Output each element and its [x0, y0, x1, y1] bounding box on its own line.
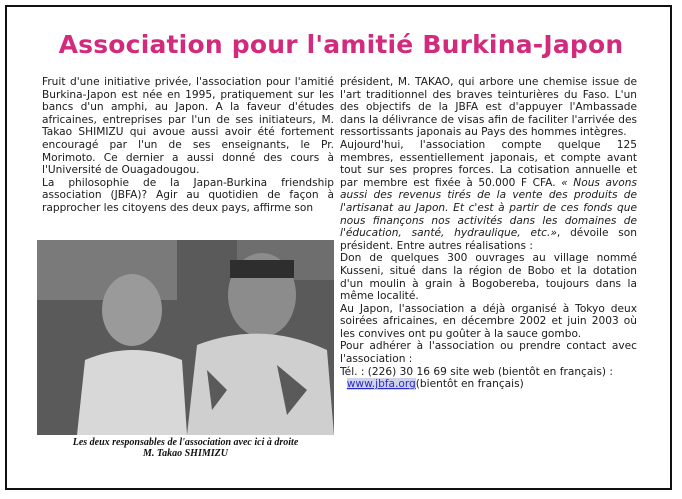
article-photo: [37, 240, 334, 435]
right-paragraph-2: [340, 139, 637, 252]
website-link[interactable]: www.jbfa.org: [346, 378, 416, 391]
right-column: [340, 76, 637, 391]
right-paragraph-1: président, M. TAKAO, qui arbore une chemise issue de l'art traditionnel des braves teinturières du Faso. L'un des objectifs de la JBFA est d'appuyer l'Ambassade dans la délivrance de visas afin de faciliter l'arrivée des ressortissants japonais au Pays des hommes intègres.: [340, 76, 637, 139]
left-column: [42, 76, 334, 215]
article-title: Association pour l'amitié Burkina-Japon: [58, 30, 624, 59]
photo-illustration: [37, 240, 334, 435]
photo-caption: [37, 437, 334, 459]
contact-website: [340, 378, 637, 391]
website-suffix: (bientôt en français): [415, 378, 524, 391]
caption-line-2: M. Takao SHIMIZU: [143, 448, 228, 459]
left-paragraph-2: La philosophie de la Japan-Burkina friendship association (JBFA)? Agir au quotidien de façon à rapprocher les citoyens des deux pays, affirme son: [42, 176, 334, 214]
president-quote: « Nous avons aussi des revenus tirés de la vente des produits de l'artisanat au Japon. Et c'est à partir de ces fonds que nous finançons nos activités dans les domaines de l'éducation, santé, hydraulique, etc.»: [340, 176, 638, 240]
right-paragraph-5: Pour adhérer à l'association ou prendre contact avec l'association :: [340, 340, 637, 366]
caption-line-1: Les deux responsables de l'association avec ici à droite: [72, 437, 299, 448]
contact-telephone: Tél. : (226) 30 16 69 site web (bientôt en français) :: [340, 365, 613, 378]
right-paragraph-2-start: Aujourd'hui, l'association compte quelque 125 membres, essentiellement japonais, et compte avant tout sur ses propres forces. La cotisation annuelle et par membre est fixée à 50.000 F CFA.: [340, 138, 637, 189]
left-paragraph-1: Fruit d'une initiative privée, l'association pour l'amitié Burkina-Japon est née en 1995, pratiquement sur les bancs d'un amphi, au Japon. A la faveur d'études africaines, entreprises par l'un de ses initiateurs, M. Takao SHIMIZU qui avoue aussi avoir été fortement encouragé par l'un de ses enseignants, le Pr. Morimoto. Ce dernier a aussi donné des cours à l'Université de Ouagadougou.: [42, 76, 334, 177]
right-paragraph-2-end: , dévoile son président. Entre autres réalisations :: [340, 227, 637, 252]
right-paragraph-4: Au Japon, l'association a déjà organisé à Tokyo deux soirées africaines, en décembre 2002 et juin 2003 où les convives ont pu goûter à la sauce gombo.: [340, 302, 637, 340]
right-paragraph-3: Don de quelques 300 ouvrages au village nommé Kusseni, situé dans la région de Bobo et la dotation d'un moulin à grain à Bogobereba, toujours dans la même localité.: [340, 252, 637, 303]
